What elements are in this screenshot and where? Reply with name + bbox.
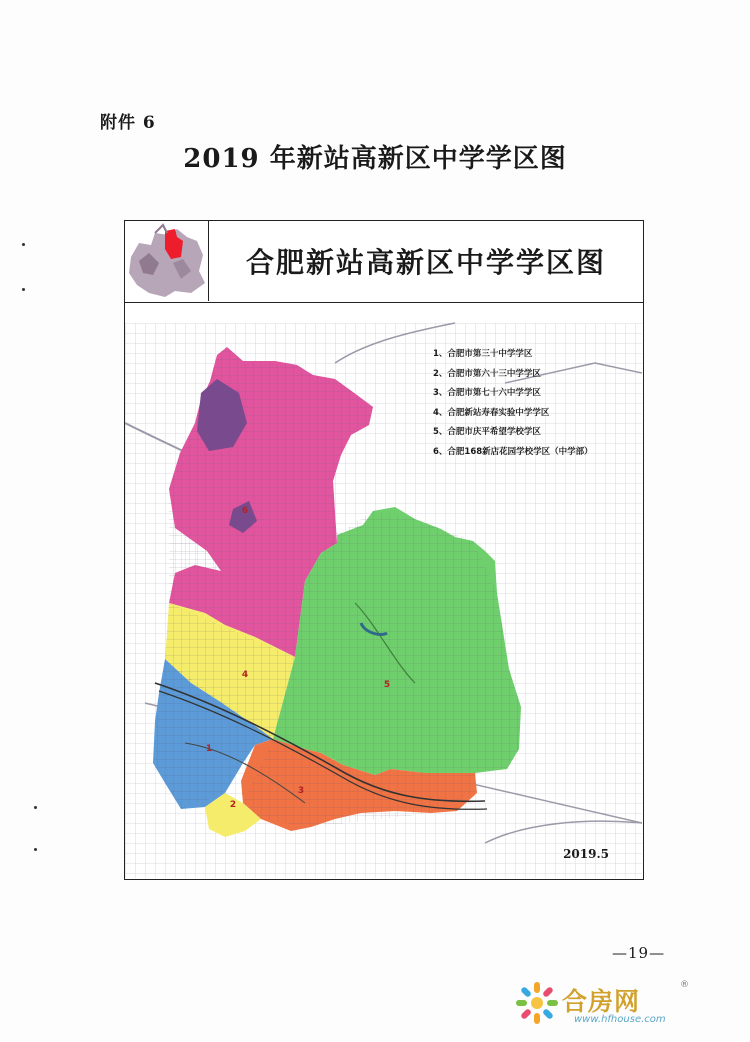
legend-item: 6、合肥168新店花园学校学区（中学部） <box>433 446 593 457</box>
map-frame <box>124 220 644 880</box>
legend-item: 4、合肥新站寿春实验中学学区 <box>433 407 550 418</box>
registered-mark: ® <box>680 980 689 990</box>
scan-speck <box>22 243 25 246</box>
watermark-name: 合房网 <box>562 987 641 1016</box>
map-date: 2019.5 <box>563 847 609 861</box>
legend-item: 3、合肥市第七十六中学学区 <box>433 388 541 398</box>
zone-label-5: 5 <box>383 680 391 690</box>
zone-label-4: 4 <box>241 670 249 680</box>
map-legend <box>433 345 593 462</box>
zone-label-2: 2 <box>229 800 237 810</box>
zone-label-3: 3 <box>297 786 305 796</box>
legend-item: 5、合肥市庆平希望学校学区 <box>433 427 541 437</box>
legend-item: 1、合肥市第三十中学学区 <box>433 349 533 359</box>
scan-speck <box>34 848 37 851</box>
zone-label-6: 6 <box>241 506 249 516</box>
page-number: —19— <box>612 944 666 962</box>
annex-label: 附件 6 <box>100 113 156 133</box>
legend-item: 2、合肥市第六十三中学学区 <box>433 368 541 379</box>
watermark-url: www.hfhouse.com <box>574 1014 666 1025</box>
zone-label-1: 1 <box>205 744 213 754</box>
locator-map-icon <box>125 221 207 301</box>
scan-speck <box>22 288 25 291</box>
sun-logo-icon <box>514 980 560 1026</box>
map-header <box>125 221 643 303</box>
map-title: 合肥新站高新区中学学区图 <box>245 246 606 279</box>
document-title: 2019 年新站高新区中学学区图 <box>183 144 567 174</box>
locator-inset-map <box>125 221 209 301</box>
site-watermark <box>514 978 694 1030</box>
scan-speck <box>34 806 37 809</box>
